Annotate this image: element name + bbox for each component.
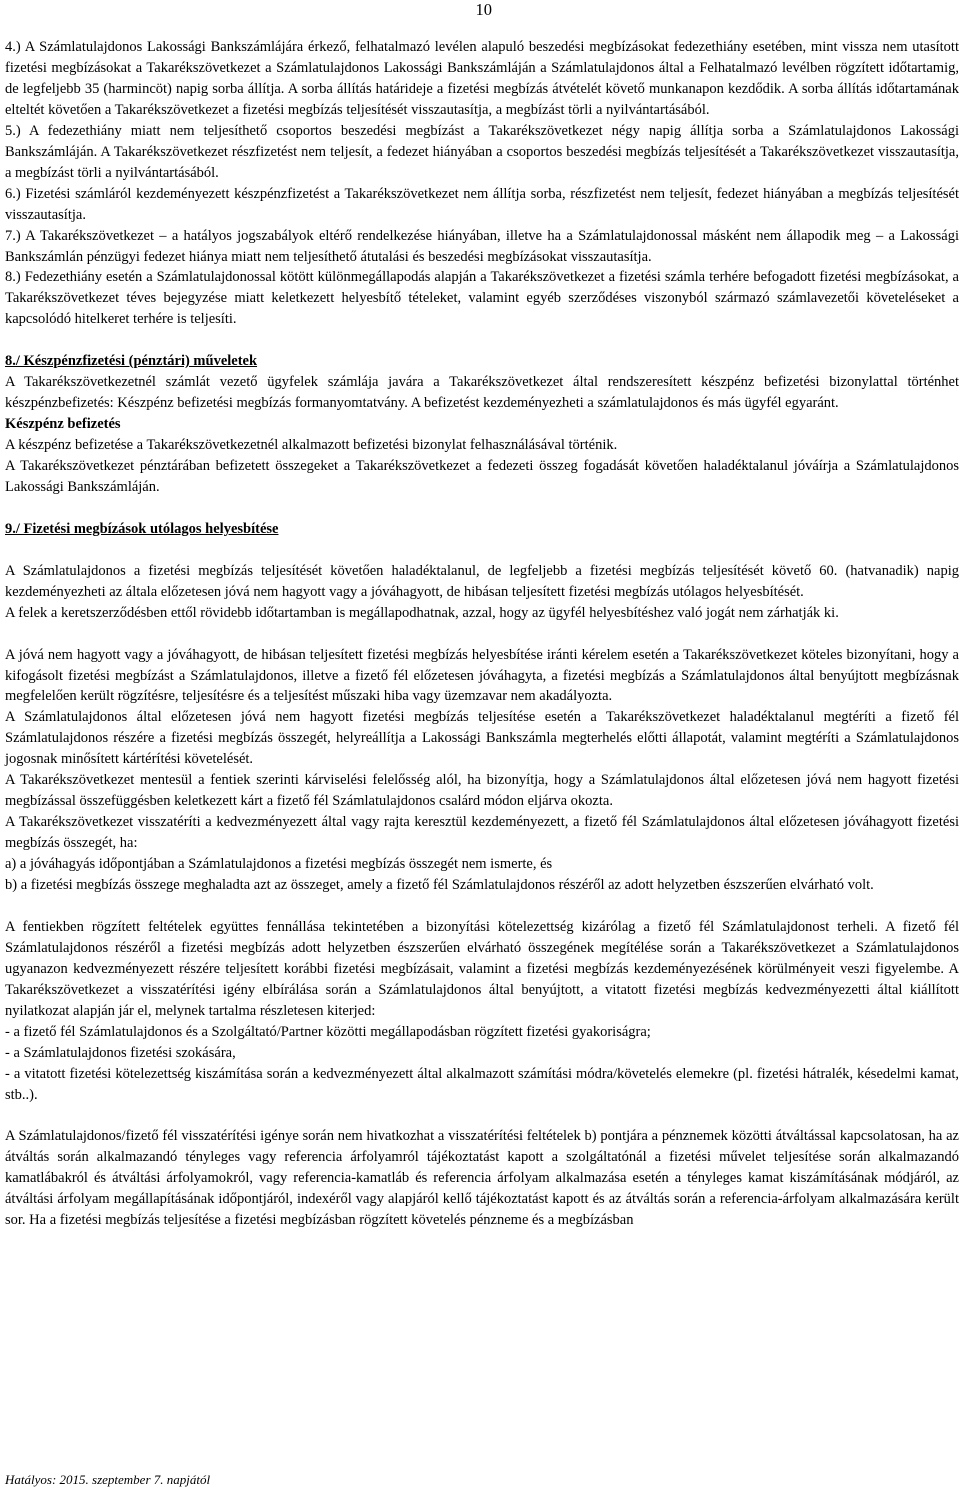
section-heading-correction: 9./ Fizetési megbízások utólagos helyesbítése bbox=[5, 520, 279, 537]
paragraph-4: 4.) A Számlatulajdonos Lakossági Bankszámlájára érkező, felhatalmazó levélen alapuló beszedési megbízásokat fedezethiány esetében, mint vissza nem utasított fizetési megbízásokat a Takarékszövetkezet a Számlatulajdonos Lakossági Bankszámláján a Számlatulajdonos által a Felhatalmazó levélben rögzített időtartamig, de legfeljebb 35 (harmincöt) napig sorba állítja. A sorba állítás határideje a fizetési megbízás átvételét követő munkanapon kezdődik. A sorba állítás időtartamának elteltét követően a Takarékszövetkezet a fizetési megbízás teljesítését visszautasítja, a megbízást törli a nyilvántartásából. bbox=[5, 39, 959, 118]
paragraph-correction-2: A felek a keretszerződésben ettől rövidebb időtartamban is megállapodhatnak, azzal, hogy az ügyfél helyesbítéshez való jogát nem zárhatják ki. bbox=[5, 604, 839, 621]
list-item-b: b) a fizetési megbízás összege meghaladta azt az összeget, amely a fizető fél Számlatulajdonos részéről az adott helyzetben észszerűen elvárható volt. bbox=[5, 877, 874, 894]
paragraph-6: 6.) Fizetési számláról kezdeményezett készpénzfizetést a Takarékszövetkezet nem állítja sorba, részfizetést nem teljesít, fedezet hiányában a megbízás teljesítését visszautasítja. bbox=[5, 185, 959, 223]
list-item-dash-3: - a vitatott fizetési kötelezettség kiszámítása során a kedvezményezett által alkalmazott számítási módra/követelés elemekre (pl. fizetési hátralék, késedelmi kamat, stb..). bbox=[5, 1065, 959, 1103]
paragraph-cash-credit: A Takarékszövetkezet pénztárában befizetett összegeket a Takarékszövetkezet a fedezeti összeg fogadását követően haladéktalanul jóváírja a Számlatulajdonos Lakossági Bankszámláján. bbox=[5, 458, 959, 495]
spacer bbox=[5, 624, 959, 645]
paragraph-correction-6: A Takarékszövetkezet visszatéríti a kedvezményezett által vagy rajta keresztül kezdeményezett, a fizető fél Számlatulajdonos által előzetesen jóváhagyott fizetési megbízás összegét, ha: bbox=[5, 814, 959, 852]
spacer bbox=[5, 896, 959, 917]
spacer bbox=[5, 330, 959, 351]
paragraph-correction-7: A fentiekben rögzített feltételek együttes fennállása tekintetében a bizonyítási kötelezettség kizárólag a fizető fél Számlatulajdonost terheli. A fizető fél Számlatulajdonos részéről a fizetési megbízás adott helyzetben észszerűen elvárható összegének megítélése során a Takarékszövetkezet a Számlatulajdonos ugyanazon kedvezményezett részére teljesített korábbi fizetési megbízásait, valamint a fizetési megbízás kezdeményezésének körülményeit veszi figyelembe. A Takarékszövetkezet a visszatérítési igény elbírálása során a Számlatulajdonos által benyújtott, a vitatott fizetési megbízás kedvezményezetti által kiállított nyilatkozat alapján jár el, melynek tartalma részletesen kiterjed: bbox=[5, 918, 959, 1019]
paragraph-correction-4: A Számlatulajdonos által előzetesen jóvá nem hagyott fizetési megbízás teljesítése esetén a Takarékszövetkezet haladéktalanul megtéríti a fizető fél Számlatulajdonos részére a fizetési megbízás összegét, helyreállítja a Lakossági Bankszámla megterhelés előtti állapotát, valamint megtéríti a Számlatulajdonos jogosnak minősített kártérítési követelését. bbox=[5, 709, 959, 768]
paragraph-cash-deposit: A készpénz befizetése a Takarékszövetkezetnél alkalmazott befizetési bizonylat felhasználásával történik. bbox=[5, 437, 618, 454]
list-item-a: a) a jóváhagyás időpontjában a Számlatulajdonos a fizetési megbízás összegét nem ismerte, és bbox=[5, 856, 553, 873]
spacer bbox=[5, 498, 959, 519]
paragraph-5: 5.) A fedezethiány miatt nem teljesíthető csoportos beszedési megbízást a Takarékszövetkezet négy napig állítja sorba a Számlatulajdonos Lakossági Bankszámláján. A Takarékszövetkezet részfizetést nem teljesít, a fedezet hiányában a csoportos beszedési megbízás teljesítését a Takarékszövetkezet visszautasítja, a megbízást törli a nyilvántartásából. bbox=[5, 122, 959, 181]
subheading-cash-deposit: Készpénz befizetés bbox=[5, 416, 121, 433]
list-item-dash-1: - a fizető fél Számlatulajdonos és a Szolgáltató/Partner közötti megállapodásban rögzített fizetési gyakoriságra; bbox=[5, 1023, 651, 1040]
spacer bbox=[5, 1106, 959, 1127]
list-item-dash-2: - a Számlatulajdonos fizetési szokására, bbox=[5, 1044, 236, 1061]
page-number: 10 bbox=[475, 0, 492, 19]
paragraph-correction-1: A Számlatulajdonos a fizetési megbízás teljesítését követően haladéktalanul, de legfeljebb a fizetési megbízás teljesítését követő 60. (hatvanadik) napig kezdeményezheti az általa előzetesen jóvá nem hagyott vagy a jóváhagyott, de hibásan teljesített fizetési megbízás utólagos helyesbítését. bbox=[5, 562, 959, 600]
paragraph-7: 7.) A Takarékszövetkezet – a hatályos jogszabályok eltérő rendelkezése hiányában, illetve ha a Számlatulajdonossal másként nem állapodik meg – a Lakossági Bankszámlán pénzügyi fedezet hiánya miatt nem teljesíthető átutalási és beszedési megbízásokat visszautasítja. bbox=[5, 227, 959, 265]
paragraph-8: 8.) Fedezethiány esetén a Számlatulajdonossal kötött különmegállapodás alapján a Takarékszövetkezet a fizetési számla terhére befogadott fizetési megbízásokat, a Takarékszövetkezet téves bejegyzése miatt keletkezett helyesbítő tételeket, valamint egyéb szerződéses viszonyból származó számlavezetői követeléseket a kapcsolódó hitelkeret terhére is teljesíti. bbox=[5, 269, 959, 328]
footer-effective-date: Hatályos: 2015. szeptember 7. napjától bbox=[5, 1472, 211, 1487]
document-body bbox=[5, 37, 959, 1231]
paragraph-correction-5: A Takarékszövetkezet mentesül a fentiek szerinti kárviselési felelősség alól, ha bizonyítja, hogy a Számlatulajdonos által előzetesen jóvá nem hagyott fizetési megbízással összefüggésben keletkezett kárt a fizető fél Számlatulajdonos csalárd módon eljárva okozta. bbox=[5, 772, 959, 810]
paragraph-correction-8: A Számlatulajdonos/fizető fél visszatérítési igénye során nem hivatkozhat a visszatérítési feltételek b) pontjára a pénznemek közötti átváltással kapcsolatosan, ha az átváltás során alkalmazandó tényleges vagy referencia árfolyamról tájékoztatást kapott a szolgáltatónál a fizetési művelet teljesítése során alkalmazandó kamatlábakról és átváltási árfolyamokról, vagy referencia-kamatláb és referencia árfolyam alkalmazása esetén a tényleges kamat kiszámításának módjáról, az átváltási árfolyam megállapításának időpontjáról, indexéről vagy alapjáról kellő tájékoztatást kapott és az átváltás során a referencia-árfolyam alkalmazására került sor. Ha a fizetési megbízás teljesítése a fizetési megbízásban rögzített követelés pénzneme és a megbízásban bbox=[5, 1128, 959, 1229]
spacer bbox=[5, 540, 959, 561]
paragraph-correction-3: A jóvá nem hagyott vagy a jóváhagyott, de hibásan teljesített fizetési megbízás helyesbítése iránti kérelem esetén a Takarékszövetkezet köteles bizonyítani, hogy a kifogásolt fizetési megbízást a Számlatulajdonos, illetve a fizető fél előzetesen jóváhagyta, a fizetési megbízás a Számlatulajdonos által benyújtott megbízásnak megfelelően került rögzítésre, teljesítésre és a teljesítést műszaki hiba vagy üzemzavar nem akadályozta. bbox=[5, 646, 959, 705]
section-heading-cash: 8./ Készpénzfizetési (pénztári) műveletek bbox=[5, 353, 258, 370]
paragraph-cash-intro: A Takarékszövetkezetnél számlát vezető ügyfelek számlája javára a Takarékszövetkezet által rendszeresített készpénz befizetési bizonylattal történhet készpénzbefizetés: Készpénz befizetési megbízás formanyomtatvány. A befizetést kezdeményezheti a számlatulajdonos és más ügyfél egyaránt. bbox=[5, 374, 959, 412]
